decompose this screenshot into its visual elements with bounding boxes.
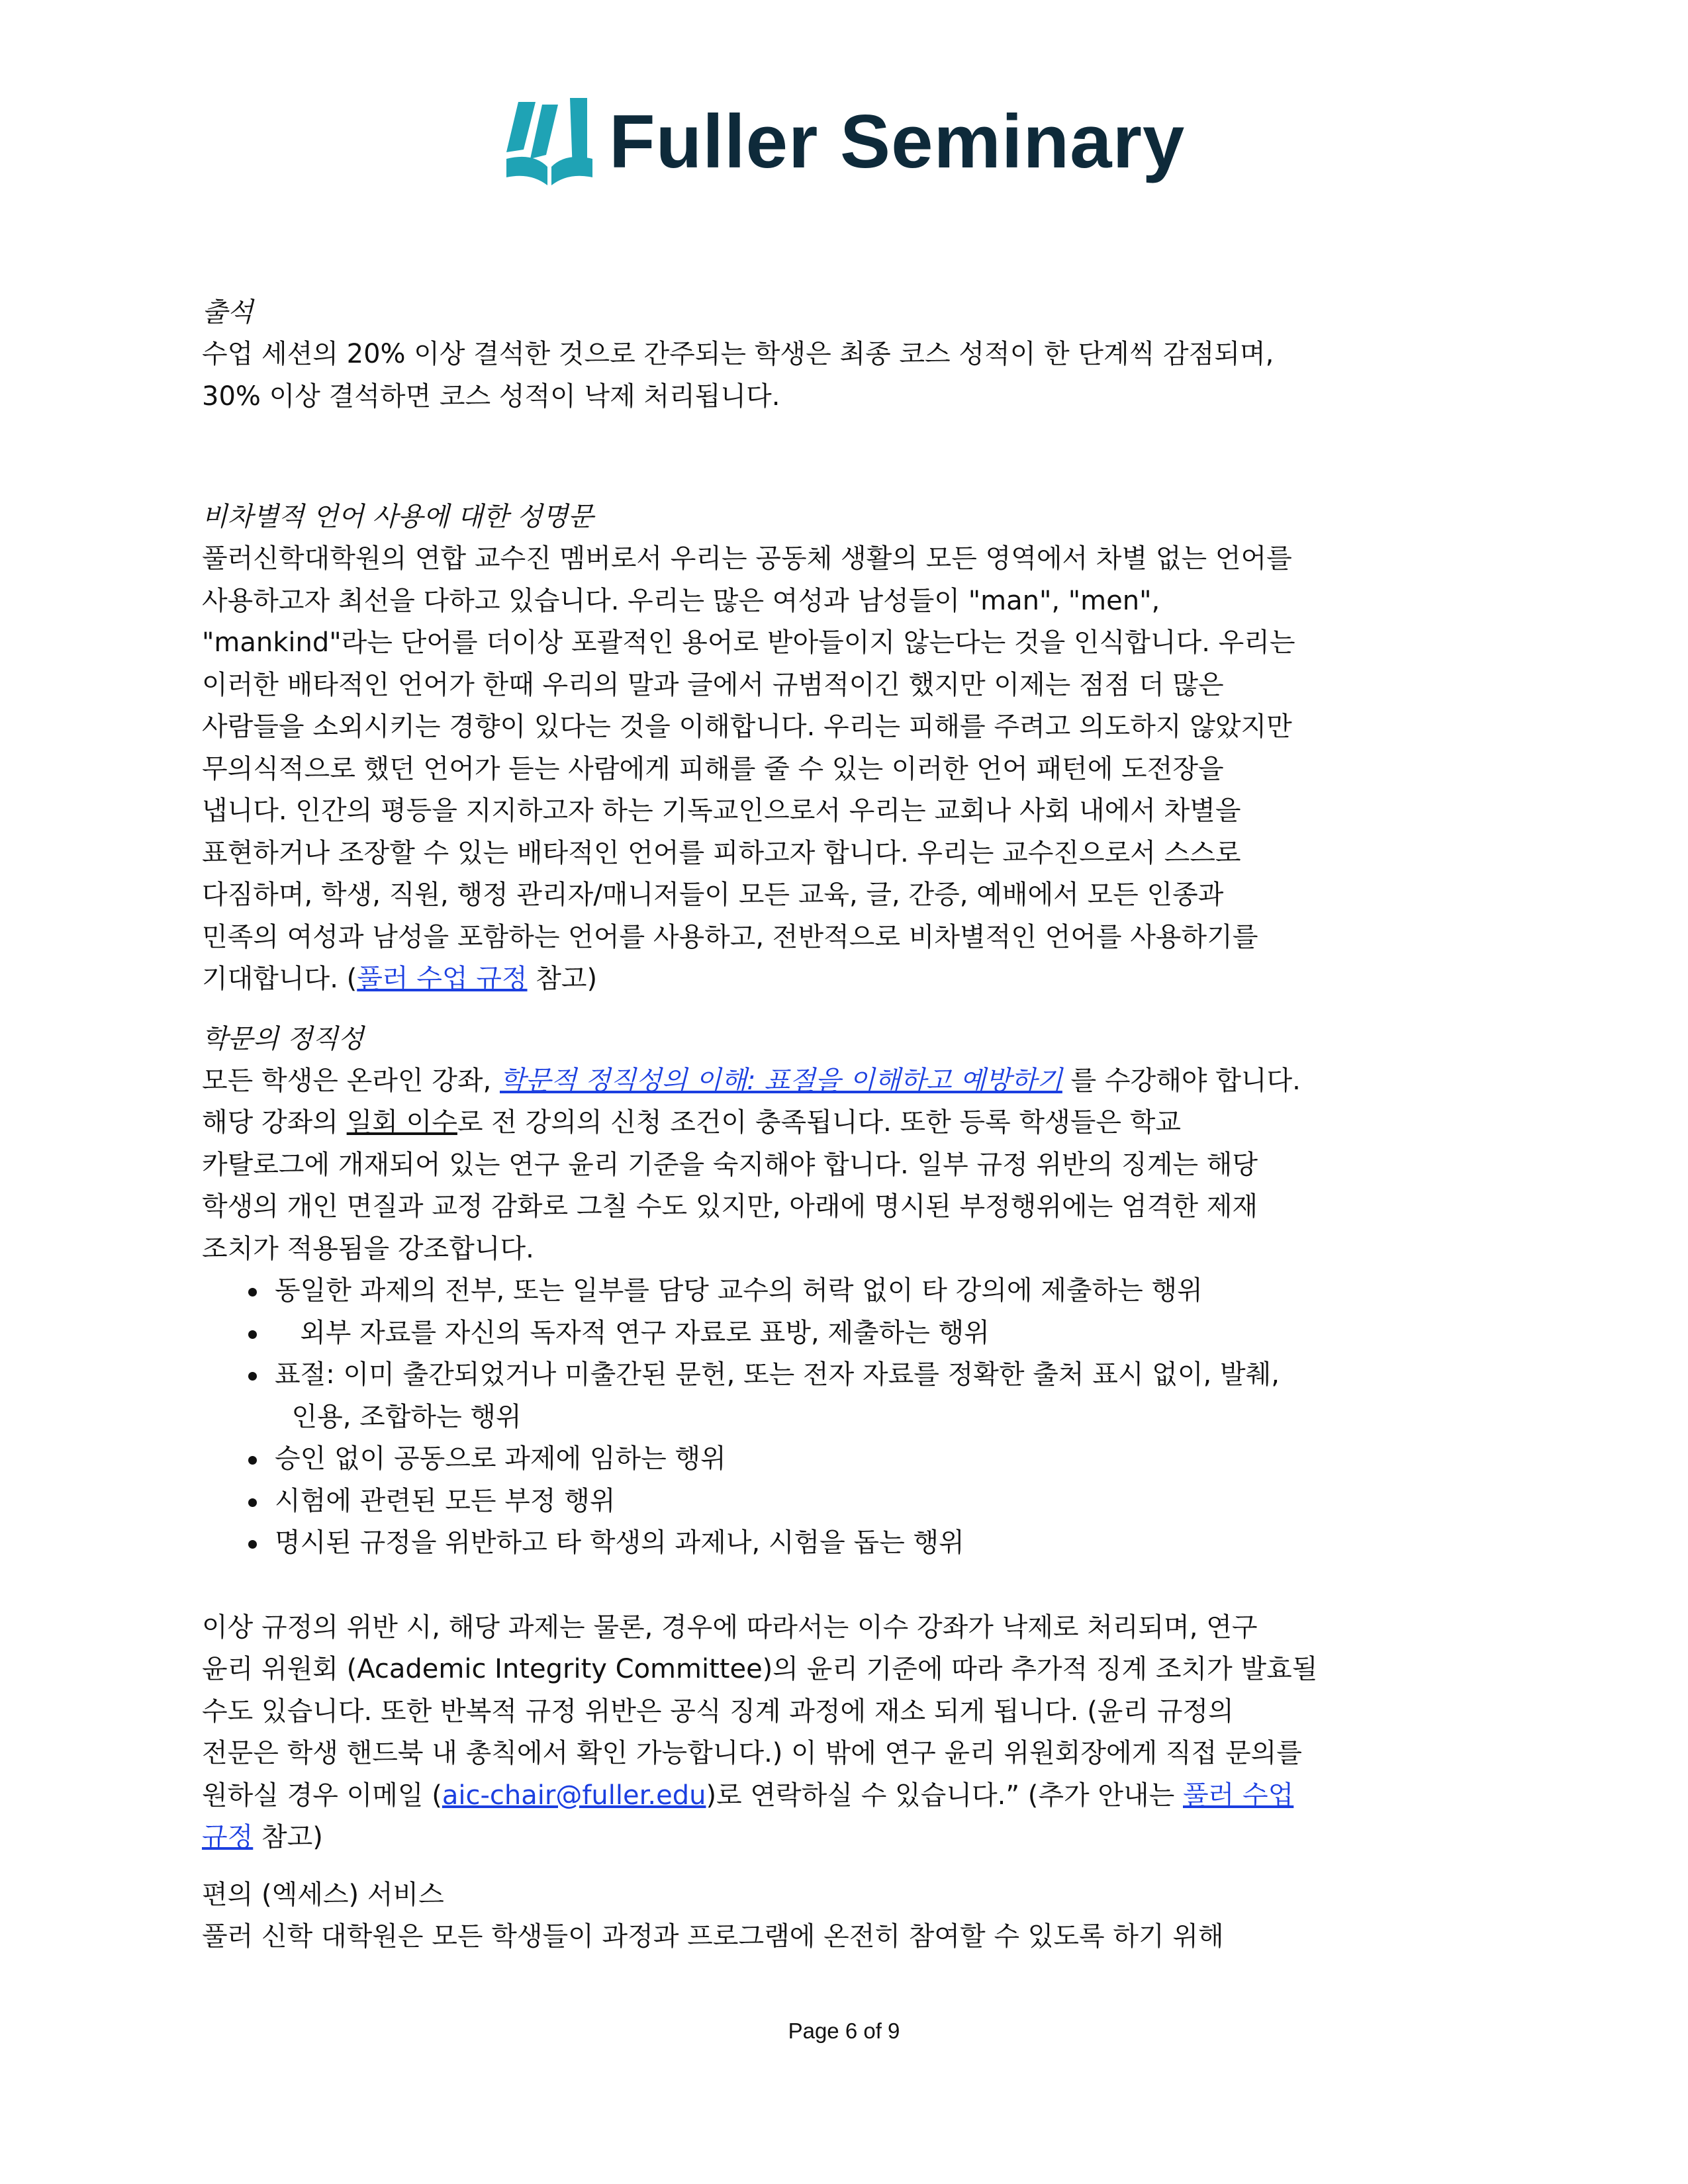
- integrity-line1-suffix: 를 수강해야 합니다.: [1062, 1065, 1301, 1096]
- bullet-icon: [248, 1456, 257, 1465]
- bullet-icon: [248, 1288, 257, 1297]
- logo-text: Fuller Seminary: [609, 100, 1186, 184]
- list-item: 외부 자료를 자신의 독자적 연구 자료로 표방, 제출하는 행위: [248, 1312, 1493, 1355]
- bullet-icon: [248, 1498, 257, 1507]
- page-number: Page 6 of 9: [788, 2019, 900, 2043]
- integrity-after-text: 이상 규정의 위반 시, 해당 과제는 물론, 경우에 따라서는 이수 강좌가 낙제로 처리되며, 연구 윤리 위원회 (Academic Integrity Committee)의 윤리 기준에 따라 추가적 징계 조치가 발효될 수도 있습니다. 또한 반복적 규정 위반은 공식 징계 과정에 재소 되게 됩니다. (윤리 규정의 전문은 학생 핸드북 내 총칙에서 확인 가능합니다.) 이 밖에 연구 윤리 위원회장에게 직접 문의를 원하실 경우 이메일 (: [202, 1612, 1318, 1811]
- fuller-policy-link[interactable]: 풀러 수업 규정: [357, 964, 528, 994]
- section-nondiscrim: [202, 496, 1493, 1001]
- nondiscrim-heading: 비차별적 언어 사용에 대한 성명문: [202, 502, 594, 532]
- integrity-after2: )로 연락하실 수 있습니다.” (추가 안내는: [706, 1780, 1183, 1811]
- nondiscrim-text: 풀러신학대학원의 연합 교수진 멤버로서 우리는 공동체 생활의 모든 영역에서 차별 없는 언어를 사용하고자 최선을 다하고 있습니다. 우리는 많은 여성과 남성들이 "man", "men", "mankind"라는 단어를 더이상 포괄적인 용어로 받아들이지 않는다는 것을 인식합니다. 우리는 이러한 배타적인 언어가 한때 우리의 말과 글에서 규범적이긴 했지만 이제는 점점 더 많은 사람들을 소외시키는 경향이 있다는 것을 이해합니다. 우리는 피해를 주려고 의도하지 않았지만 무의식적으로 했던 언어가 듣는 사람에게 피해를 줄 수 있는 이러한 언어 패턴에 도전장을 냅니다. 인간의 평등을 지지하고자 하는 기독교인으로서 우리는 교회나 사회 내에서 차별을 표현하거나 조장할 수 있는 배타적인 언어를 피하고자 합니다. 우리는 교수진으로서 스스로 다짐하며, 학생, 직원, 행정 관리자/매니저들이 모든 교육, 글, 간증, 예배에서 모든 인종과 민족의 여성과 남성을 포함하는 언어를 사용하고, 전반적으로 비차별적인 언어를 사용하기를 기대합니다. (: [202, 543, 1295, 994]
- violation-list: [202, 1270, 1493, 1565]
- integrity-line1-prefix: 모든 학생은 온라인 강좌,: [202, 1065, 500, 1096]
- access-body: 풀러 신학 대학원은 모든 학생들이 과정과 프로그램에 온전히 참여할 수 있도록 하기 위해: [202, 1921, 1224, 1952]
- section-access: [202, 1874, 1493, 1958]
- list-item: 동일한 과제의 전부, 또는 일부를 담당 교수의 허락 없이 타 강의에 제출하는 행위: [248, 1270, 1493, 1312]
- integrity-after: [202, 1607, 1493, 1859]
- list-item: 시험에 관련된 모든 부정 행위: [248, 1480, 1493, 1523]
- integrity-body: [202, 1060, 1493, 1271]
- fuller-policy-link-2a[interactable]: 풀러 수업: [1183, 1780, 1294, 1811]
- integrity-line2-prefix: 해당 강좌의: [202, 1107, 347, 1138]
- list-item: 명시된 규정을 위반하고 타 학생의 과제나, 시험을 돕는 행위: [248, 1522, 1493, 1565]
- email-link[interactable]: aic-chair@fuller.edu: [442, 1780, 706, 1811]
- nondiscrim-body: [202, 538, 1493, 1001]
- bullet-icon: [248, 1330, 257, 1339]
- fuller-logo: [0, 93, 1688, 192]
- section-attendance: [202, 291, 1493, 418]
- nondiscrim-tail: 참고): [527, 964, 598, 994]
- integrity-course-link[interactable]: 학문적 정직성의 이해: 표절을 이해하고 예방하기: [499, 1065, 1062, 1096]
- attendance-body: 수업 세션의 20% 이상 결석한 것으로 간주되는 학생은 최종 코스 성적이 한 단계씩 감점되며, 30% 이상 결석하면 코스 성적이 낙제 처리됩니다.: [202, 339, 1274, 412]
- attendance-heading: 출석: [202, 297, 254, 328]
- section-integrity: [202, 1018, 1493, 1859]
- open-book-logo-icon: [506, 98, 592, 185]
- fuller-policy-link-2b[interactable]: 규정: [202, 1822, 254, 1852]
- integrity-body-rest: 로 전 강의의 신청 조건이 충족됩니다. 또한 등록 학생들은 학교 카탈로그에 개재되어 있는 연구 윤리 기준을 숙지해야 합니다. 일부 규정 위반의 징계는 해당 학생의 개인 면질과 교정 감화로 그칠 수도 있지만, 아래에 명시된 부정행위에는 엄격한 제재 조치가 적용됨을 강조합니다.: [202, 1107, 1258, 1264]
- integrity-once-text: 일회 이수: [346, 1107, 457, 1138]
- list-item: 표절: 이미 출간되었거나 미출간된 문헌, 또는 전자 자료를 정확한 출처 표시 없이, 발췌, 인용, 조합하는 행위: [248, 1354, 1493, 1438]
- integrity-heading: 학문의 정직성: [202, 1023, 364, 1054]
- list-item: 승인 없이 공동으로 과제에 임하는 행위: [248, 1438, 1493, 1480]
- document-body: [202, 291, 1493, 1958]
- bullet-icon: [248, 1372, 257, 1381]
- access-heading: 편의 (엑세스) 서비스: [202, 1879, 444, 1910]
- integrity-tail2: 참고): [253, 1822, 323, 1852]
- bullet-icon: [248, 1540, 257, 1549]
